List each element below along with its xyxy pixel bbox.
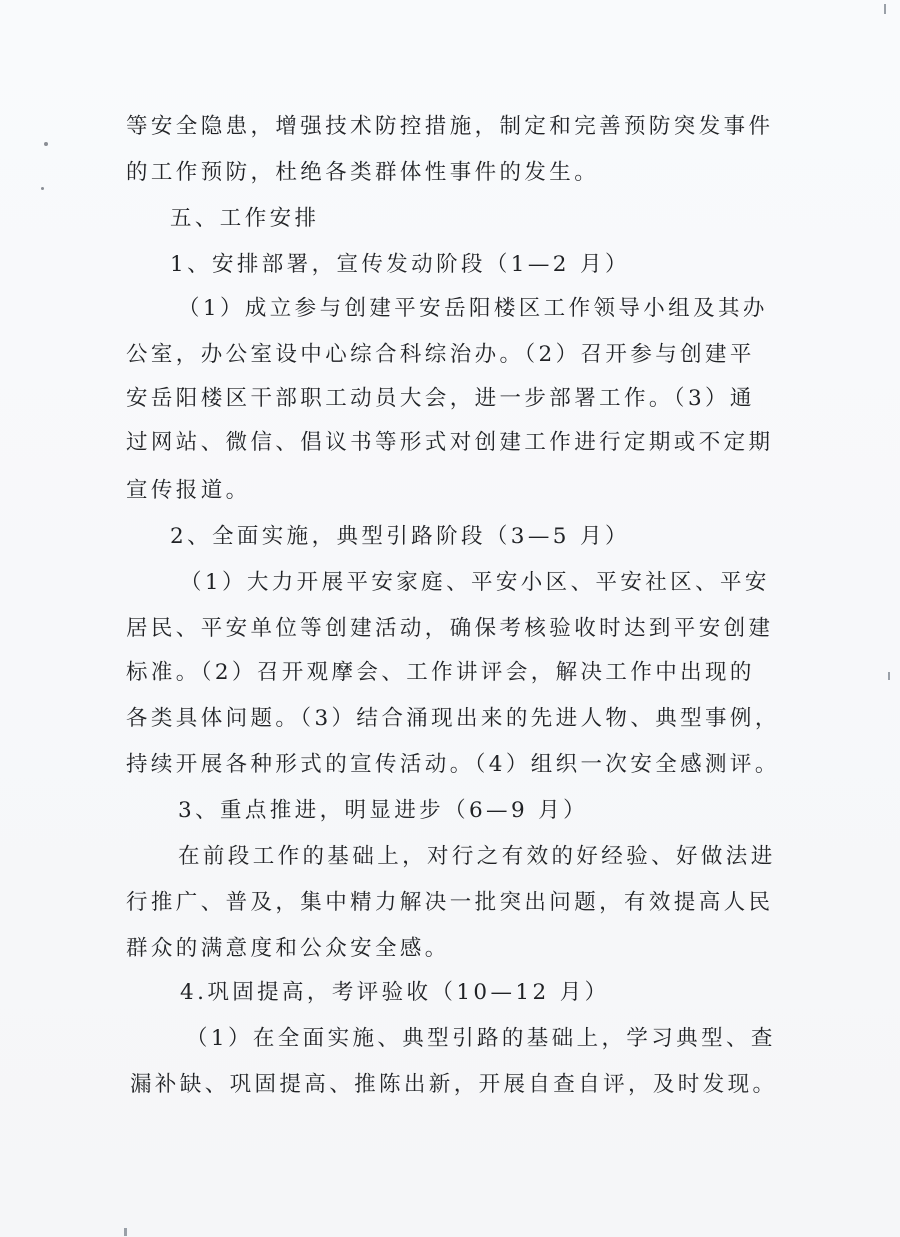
phase-heading-1: 1、安排部署，宣传发动阶段（1—2 月） <box>170 252 630 277</box>
body-line-6: 公室，办公室设中心综合科综治办。（2）召开参与创建平 <box>126 342 755 367</box>
body-line-7: 安岳阳楼区干部职工动员大会，进一步部署工作。（3）通 <box>126 386 755 411</box>
body-line-2: 的工作预防，杜绝各类群体性事件的发生。 <box>126 160 600 185</box>
scan-edge-mark <box>884 4 886 14</box>
body-line-21: （1）在全面实施、典型引路的基础上，学习典型、查 <box>186 1026 776 1051</box>
phase-heading-2: 2、全面实施，典型引路阶段（3—5 月） <box>170 524 630 549</box>
body-line-8: 过网站、微信、倡议书等形式对创建工作进行定期或不定期 <box>126 430 774 455</box>
body-line-13: 标准。（2）召开观摩会、工作讲评会，解决工作中出现的 <box>126 660 755 685</box>
section-heading-work-arrangement: 五、工作安排 <box>170 206 320 231</box>
phase-heading-4: 4.巩固提高，考评验收（10—12 月） <box>180 980 610 1005</box>
scan-edge-mark <box>888 672 890 680</box>
body-line-11: （1）大力开展平安家庭、平安小区、平安社区、平安 <box>180 570 770 595</box>
body-line-5: （1）成立参与创建平安岳阳楼区工作领导小组及其办 <box>178 296 768 321</box>
body-line-19: 群众的满意度和公众安全感。 <box>126 936 450 961</box>
scan-edge-mark <box>124 1228 127 1236</box>
scan-speck <box>44 142 48 146</box>
body-line-14: 各类具体问题。（3）结合涌现出来的先进人物、典型事例， <box>126 706 780 731</box>
body-line-12: 居民、平安单位等创建活动，确保考核验收时达到平安创建 <box>126 616 774 641</box>
phase-heading-3: 3、重点推进，明显进步（6—9 月） <box>178 798 589 823</box>
body-line-9: 宣传报道。 <box>126 478 251 503</box>
scan-speck <box>41 187 44 190</box>
body-line-15: 持续开展各种形式的宣传活动。（4）组织一次安全感测评。 <box>126 752 780 777</box>
body-line-1: 等安全隐患，增强技术防控措施，制定和完善预防突发事件 <box>126 114 774 139</box>
body-line-22: 漏补缺、巩固提高、推陈出新，开展自查自评，及时发现。 <box>130 1072 778 1097</box>
body-line-18: 行推广、普及，集中精力解决一批突出问题，有效提高人民 <box>126 890 774 915</box>
body-line-17: 在前段工作的基础上，对行之有效的好经验、好做法进 <box>178 844 776 869</box>
